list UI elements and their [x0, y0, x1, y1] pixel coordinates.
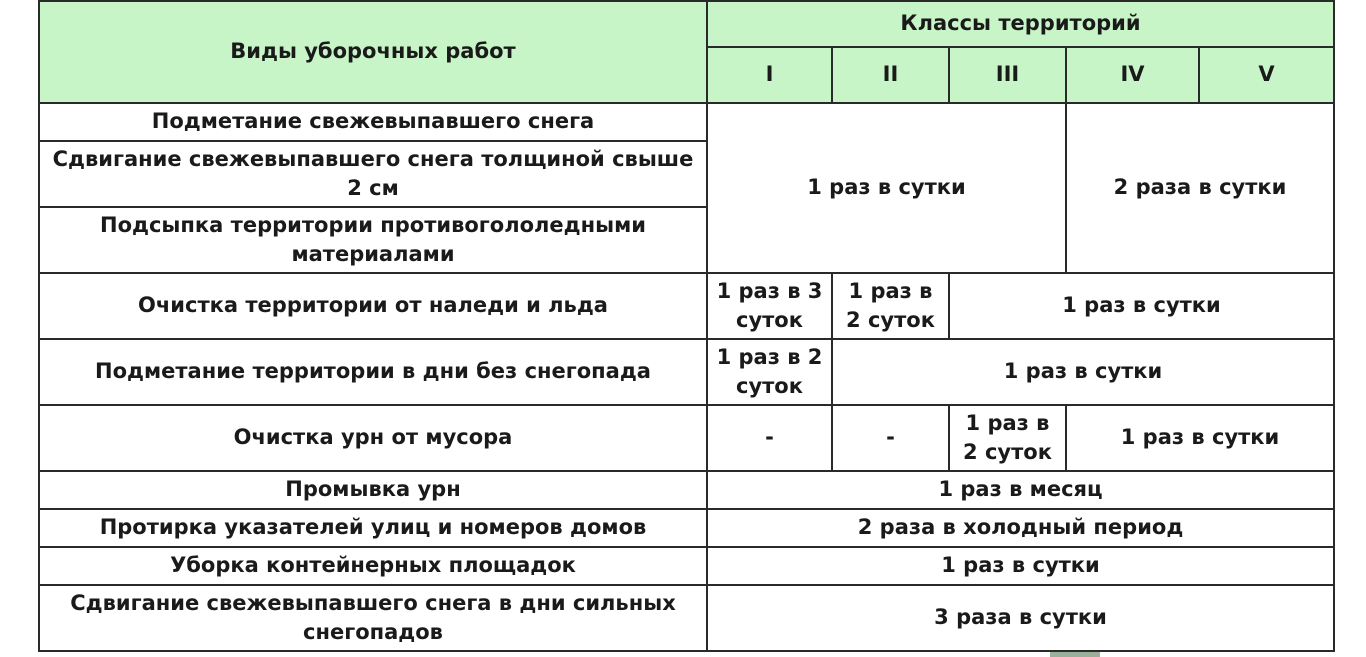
cell-value: 3 раза в сутки [707, 585, 1334, 651]
cell-value: 1 раз в месяц [707, 471, 1334, 509]
header-class-4: IV [1066, 47, 1199, 103]
cell-value: 1 раз в сутки [832, 339, 1334, 405]
row-label: Уборка контейнерных площадок [39, 547, 707, 585]
row-label: Сдвигание свежевыпавшего снега толщиной свыше 2 см [39, 141, 707, 207]
cell-value: 1 раз в сутки [1066, 405, 1334, 471]
cell-value: 2 раза в холодный период [707, 509, 1334, 547]
row-label: Сдвигание свежевыпавшего снега в дни сильных снегопадов [39, 585, 707, 651]
cell-value: 1 раз в сутки [707, 103, 1066, 273]
header-work-types: Виды уборочных работ [39, 1, 707, 103]
header-class-2: II [832, 47, 949, 103]
cell-value: 1 раз в сутки [949, 273, 1334, 339]
cell-value: 1 раз в 2 суток [707, 339, 832, 405]
row-label: Очистка урн от мусора [39, 405, 707, 471]
cell-value: 1 раз в 2 суток [832, 273, 949, 339]
cell-value: - [832, 405, 949, 471]
row-label: Подметание свежевыпавшего снега [39, 103, 707, 141]
row-label: Промывка урн [39, 471, 707, 509]
decorative-mark [1050, 652, 1100, 657]
row-label: Очистка территории от наледи и льда [39, 273, 707, 339]
cell-value: 1 раз в 3 суток [707, 273, 832, 339]
header-class-5: V [1199, 47, 1334, 103]
row-label: Протирка указателей улиц и номеров домов [39, 509, 707, 547]
cell-value: - [707, 405, 832, 471]
row-label: Подсыпка территории противогололедными материалами [39, 207, 707, 273]
header-class-3: III [949, 47, 1066, 103]
header-territory-classes: Классы территорий [707, 1, 1334, 47]
cell-value: 2 раза в сутки [1066, 103, 1334, 273]
cell-value: 1 раз в сутки [707, 547, 1334, 585]
cell-value: 1 раз в 2 суток [949, 405, 1066, 471]
cleaning-schedule-table [38, 0, 1335, 652]
row-label: Подметание территории в дни без снегопада [39, 339, 707, 405]
header-class-1: I [707, 47, 832, 103]
